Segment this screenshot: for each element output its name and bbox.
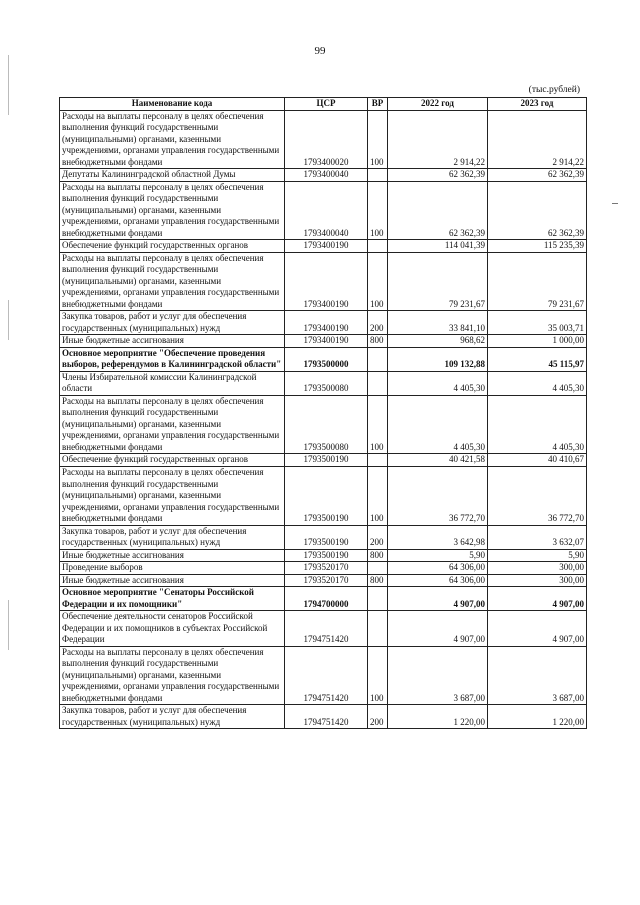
scan-margin-mark <box>8 600 9 650</box>
table-row <box>60 525 587 549</box>
cell-vr: 800 <box>368 549 388 562</box>
cell-2023: 1 000,00 <box>488 335 587 348</box>
cell-vr <box>368 169 388 182</box>
cell-vr <box>368 587 388 611</box>
cell-csr: 1793500000 <box>285 347 368 371</box>
cell-csr: 1793500080 <box>285 395 368 454</box>
cell-2022: 5,90 <box>388 549 488 562</box>
cell-2022: 62 362,39 <box>388 169 488 182</box>
cell-name: Расходы на выплаты персоналу в целях обеспечения выполнения функций государственными (муниципальными) органами, казенными учреждениями, органами управления государственными внебюджетными фондами <box>60 395 285 454</box>
cell-vr: 100 <box>368 466 388 525</box>
cell-2023: 4 907,00 <box>488 587 587 611</box>
cell-csr: 1794700000 <box>285 587 368 611</box>
table-row <box>60 252 587 311</box>
cell-2023: 40 410,67 <box>488 454 587 467</box>
table-row <box>60 549 587 562</box>
cell-csr: 1793400190 <box>285 252 368 311</box>
cell-name: Закупка товаров, работ и услуг для обеспечения государственных (муниципальных) нужд <box>60 311 285 335</box>
table-row <box>60 347 587 371</box>
cell-2023: 300,00 <box>488 562 587 575</box>
header-name: Наименование кода <box>60 98 285 111</box>
cell-name: Обеспечение функций государственных органов <box>60 240 285 253</box>
cell-2023: 4 907,00 <box>488 611 587 647</box>
cell-vr <box>368 240 388 253</box>
cell-vr: 200 <box>368 525 388 549</box>
cell-csr: 1793520170 <box>285 562 368 575</box>
cell-2022: 3 642,98 <box>388 525 488 549</box>
cell-vr: 100 <box>368 181 388 240</box>
scan-margin-mark <box>8 55 9 115</box>
cell-2023: 115 235,39 <box>488 240 587 253</box>
cell-vr: 100 <box>368 110 388 169</box>
cell-name: Члены Избирательной комиссии Калининградской области <box>60 371 285 395</box>
cell-name: Иные бюджетные ассигнования <box>60 549 285 562</box>
cell-2022: 109 132,88 <box>388 347 488 371</box>
cell-name: Закупка товаров, работ и услуг для обеспечения государственных (муниципальных) нужд <box>60 525 285 549</box>
cell-2022: 4 907,00 <box>388 587 488 611</box>
cell-2023: 4 405,30 <box>488 395 587 454</box>
table-body <box>60 110 587 729</box>
table-row <box>60 181 587 240</box>
header-year-2022: 2022 год <box>388 98 488 111</box>
table-row <box>60 371 587 395</box>
header-year-2023: 2023 год <box>488 98 587 111</box>
cell-2022: 4 405,30 <box>388 371 488 395</box>
cell-csr: 1793500190 <box>285 525 368 549</box>
table-row <box>60 705 587 729</box>
cell-name: Расходы на выплаты персоналу в целях обеспечения выполнения функций государственными (муниципальными) органами, казенными учреждениями, органами управления государственными внебюджетными фондами <box>60 646 285 705</box>
cell-2022: 36 772,70 <box>388 466 488 525</box>
table-row <box>60 110 587 169</box>
cell-vr: 100 <box>368 646 388 705</box>
cell-2022: 79 231,67 <box>388 252 488 311</box>
cell-2023: 300,00 <box>488 574 587 587</box>
cell-vr: 200 <box>368 705 388 729</box>
cell-2022: 1 220,00 <box>388 705 488 729</box>
cell-2022: 64 306,00 <box>388 574 488 587</box>
cell-2023: 4 405,30 <box>488 371 587 395</box>
cell-csr: 1793400190 <box>285 240 368 253</box>
cell-vr <box>368 562 388 575</box>
cell-2022: 40 421,58 <box>388 454 488 467</box>
cell-2022: 64 306,00 <box>388 562 488 575</box>
cell-csr: 1793520170 <box>285 574 368 587</box>
cell-csr: 1793400190 <box>285 335 368 348</box>
cell-name: Иные бюджетные ассигнования <box>60 335 285 348</box>
cell-2022: 4 907,00 <box>388 611 488 647</box>
cell-name: Расходы на выплаты персоналу в целях обеспечения выполнения функций государственными (муниципальными) органами, казенными учреждениями, органами управления государственными внебюджетными фондами <box>60 252 285 311</box>
cell-2022: 62 362,39 <box>388 181 488 240</box>
cell-2023: 3 687,00 <box>488 646 587 705</box>
cell-csr: 1794751420 <box>285 705 368 729</box>
cell-2023: 2 914,22 <box>488 110 587 169</box>
table-row <box>60 169 587 182</box>
cell-vr <box>368 347 388 371</box>
header-vr: ВР <box>368 98 388 111</box>
table-row <box>60 562 587 575</box>
budget-table <box>59 97 587 729</box>
table-row <box>60 240 587 253</box>
cell-name: Расходы на выплаты персоналу в целях обеспечения выполнения функций государственными (муниципальными) органами, казенными учреждениями, органами управления государственными внебюджетными фондами <box>60 466 285 525</box>
header-csr: ЦСР <box>285 98 368 111</box>
cell-vr <box>368 611 388 647</box>
table-row <box>60 395 587 454</box>
cell-2023: 36 772,70 <box>488 466 587 525</box>
cell-csr: 1794751420 <box>285 611 368 647</box>
table-header-row <box>60 98 587 111</box>
cell-vr: 200 <box>368 311 388 335</box>
cell-2023: 5,90 <box>488 549 587 562</box>
cell-2022: 3 687,00 <box>388 646 488 705</box>
cell-vr: 100 <box>368 252 388 311</box>
cell-vr <box>368 454 388 467</box>
cell-vr: 100 <box>368 395 388 454</box>
cell-vr <box>368 371 388 395</box>
cell-name: Обеспечение деятельности сенаторов Российской Федерации и их помощников в субъектах Российской Федерации <box>60 611 285 647</box>
cell-name: Основное мероприятие "Сенаторы Российской Федерации и их помощники" <box>60 587 285 611</box>
cell-2023: 79 231,67 <box>488 252 587 311</box>
cell-2023: 45 115,97 <box>488 347 587 371</box>
cell-2023: 1 220,00 <box>488 705 587 729</box>
cell-csr: 1794751420 <box>285 646 368 705</box>
cell-vr: 800 <box>368 335 388 348</box>
table-row <box>60 454 587 467</box>
table-row <box>60 587 587 611</box>
cell-csr: 1793400190 <box>285 311 368 335</box>
cell-csr: 1793500190 <box>285 466 368 525</box>
table-row <box>60 646 587 705</box>
cell-2022: 114 041,39 <box>388 240 488 253</box>
cell-2023: 3 632,07 <box>488 525 587 549</box>
table-row <box>60 335 587 348</box>
table-row <box>60 311 587 335</box>
unit-note: (тыс.рублей) <box>528 85 580 95</box>
cell-csr: 1793500080 <box>285 371 368 395</box>
cell-vr: 800 <box>368 574 388 587</box>
cell-csr: 1793500190 <box>285 454 368 467</box>
table-row <box>60 574 587 587</box>
cell-2022: 4 405,30 <box>388 395 488 454</box>
cell-name: Закупка товаров, работ и услуг для обеспечения государственных (муниципальных) нужд <box>60 705 285 729</box>
cell-name: Депутаты Калининградской областной Думы <box>60 169 285 182</box>
table-row <box>60 611 587 647</box>
cell-name: Основное мероприятие "Обеспечение проведения выборов, референдумов в Калининградской области" <box>60 347 285 371</box>
cell-2022: 968,62 <box>388 335 488 348</box>
cell-csr: 1793400040 <box>285 169 368 182</box>
cell-2023: 62 362,39 <box>488 169 587 182</box>
cell-2023: 35 003,71 <box>488 311 587 335</box>
cell-name: Проведение выборов <box>60 562 285 575</box>
cell-csr: 1793400040 <box>285 181 368 240</box>
table-row <box>60 466 587 525</box>
cell-2023: 62 362,39 <box>488 181 587 240</box>
scan-side-mark <box>612 203 618 204</box>
cell-name: Иные бюджетные ассигнования <box>60 574 285 587</box>
cell-name: Расходы на выплаты персоналу в целях обеспечения выполнения функций государственными (муниципальными) органами, казенными учреждениями, органами управления государственными внебюджетными фондами <box>60 181 285 240</box>
cell-name: Обеспечение функций государственных органов <box>60 454 285 467</box>
cell-csr: 1793400020 <box>285 110 368 169</box>
cell-2022: 2 914,22 <box>388 110 488 169</box>
cell-2022: 33 841,10 <box>388 311 488 335</box>
scan-margin-mark <box>8 300 9 340</box>
cell-name: Расходы на выплаты персоналу в целях обеспечения выполнения функций государственными (муниципальными) органами, казенными учреждениями, органами управления государственными внебюджетными фондами <box>60 110 285 169</box>
cell-csr: 1793500190 <box>285 549 368 562</box>
page-number: 99 <box>314 45 326 57</box>
